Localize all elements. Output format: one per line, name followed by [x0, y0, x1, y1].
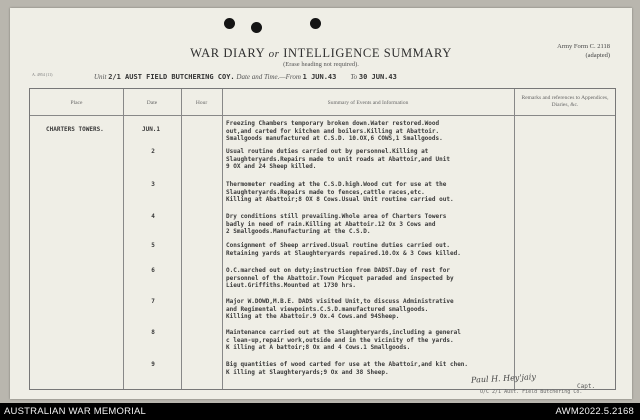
- form-code: A. 4954 (11): [32, 72, 53, 77]
- entry-line: out,and carted for kitchen and boilers.Killing at Abattoir.: [226, 127, 440, 135]
- entry-line: Retaining yards at Slaughteryards repaired.10.Ox & 3 Cows killed.: [226, 249, 461, 257]
- date-from-label: Date and Time.—From: [236, 73, 301, 81]
- entry-line: Big quantities of wood carted for use at the Abattoir,and kit chen.: [226, 361, 469, 368]
- punch-hole: [310, 18, 321, 29]
- punch-hole: [224, 18, 235, 29]
- date-to-label: To: [350, 73, 358, 81]
- footer-institution: AUSTRALIAN WAR MEMORIAL: [4, 406, 147, 417]
- entry-date: 6: [151, 267, 155, 274]
- column-divider: [181, 89, 182, 389]
- entry-date: 7: [151, 298, 155, 305]
- entry-line: Consignment of Sheep arrived.Usual routine duties carried out.: [226, 242, 450, 249]
- entry-date: 4: [151, 213, 155, 220]
- date-to-value: 30 JUN.43: [358, 73, 397, 81]
- entry-line: Dry conditions still prevailing.Whole area of Charters Towers: [226, 213, 447, 220]
- entry-date: 5: [151, 242, 155, 249]
- entry-line: Slaughteryards.Repairs made to fences,cattle races,etc.: [226, 188, 425, 196]
- unit-row: [94, 73, 397, 81]
- entry-line: Killing at the Abattoir.9 Ox.4 Cows.and 94Sheep.: [226, 313, 400, 320]
- entry-date: 9: [151, 361, 155, 368]
- signature-title: Capt.: [577, 383, 596, 390]
- army-form-label: [557, 42, 610, 60]
- column-header-hour: Hour: [195, 100, 208, 106]
- column-divider: [514, 89, 515, 389]
- entry-line: Thermometer reading at the C.S.D.high.Wood cut for use at the: [226, 181, 447, 188]
- entry-line: Slaughteryards.Repairs made to unit roads at Abattoir,and Unit: [226, 155, 450, 163]
- title-intelligence-summary: INTELLIGENCE SUMMARY: [283, 46, 452, 60]
- diary-page: [10, 8, 632, 399]
- punch-hole: [251, 22, 262, 33]
- title-or: or: [268, 48, 280, 60]
- column-header-date: Date: [146, 100, 158, 106]
- diary-table: [29, 88, 616, 390]
- subtitle: (Erase heading not required).: [283, 61, 359, 68]
- entry-line: personnel of the Abattoir.Town Picquet paraded and inspected by: [226, 274, 454, 282]
- entry-line: 9 OX and 24 Sheep killed.: [226, 163, 317, 170]
- entry-date: 3: [151, 181, 155, 188]
- date-from-value: 1 JUN.43: [302, 73, 337, 81]
- column-divider: [123, 89, 124, 389]
- signature: Paul H. Hey'jaiy: [470, 372, 537, 385]
- title-war-diary: WAR DIARY: [190, 46, 265, 60]
- place-value: CHARTERS TOWERS.: [46, 126, 104, 133]
- page-title: [10, 46, 632, 61]
- unit-value: 2/1 AUST FIELD BUTCHERING COY.: [108, 73, 235, 81]
- entry-line: badly in need of rain.Killing at Abattoir.12 Ox 3 Cows and: [226, 220, 436, 228]
- entry-line: Smallgoods manufactured at C.S.D. 10.OX,6 COWS,1 Smallgoods.: [226, 135, 443, 142]
- unit-label: Unit: [94, 73, 107, 81]
- army-form-note: (adapted): [585, 52, 610, 59]
- entry-line: 2 Smallgoods.Manufacturing at the C.S.D.: [226, 228, 371, 235]
- column-header-place: Place: [70, 100, 83, 106]
- entry-line: c lean-up,repair work,outside and in the vicinity of the yards.: [226, 336, 454, 344]
- unit-stamp: O/C 2/1 Aust. Field Butchering Co.: [480, 389, 583, 395]
- header-divider: [30, 115, 615, 116]
- entry-line: K illing at A battoir;8 Ox and 4 Cows.1 Smallgoods.: [226, 344, 411, 351]
- footer-bar: [0, 403, 640, 420]
- entry-line: Usual routine duties carried out by personnel.Killing at: [226, 148, 429, 155]
- entry-date: 2: [151, 148, 155, 155]
- entry-line: Maintenance carried out at the Slaughteryards,including a general: [226, 329, 461, 336]
- army-form-number: Army Form C. 2118: [557, 43, 610, 50]
- entry-line: and Regimental viewpoints.C.S.D.manufactured smallgoods.: [226, 305, 429, 313]
- entry-date: 8: [151, 329, 155, 336]
- column-divider: [222, 89, 223, 389]
- entry-line: Lieut.Griffiths.Mounted at 1730 hrs.: [226, 282, 357, 289]
- entry-line: O.C.marched out on duty;instruction from DADST.Day of rest for: [226, 267, 450, 274]
- entry-date: JUN.1: [141, 126, 161, 133]
- entry-line: Freezing Chambers temporary broken down.Water restored.Wood: [226, 120, 440, 127]
- footer-accession: AWM2022.5.2168: [555, 406, 634, 417]
- column-header-summary: Summary of Events and Information: [327, 100, 409, 106]
- entry-line: K illing at Slaughteryards;9 Ox and 38 Sheep.: [226, 368, 389, 376]
- entry-line: Major W.DOWD,M.B.E. DADS visited Unit,to discuss Administrative: [226, 298, 454, 305]
- column-header-remarks: Remarks and references to Appendices, Diaries, &c.: [521, 95, 609, 108]
- entry-line: Killing at Abattoir;8 OX 8 Cows.Usual Unit routine carried out.: [226, 196, 454, 203]
